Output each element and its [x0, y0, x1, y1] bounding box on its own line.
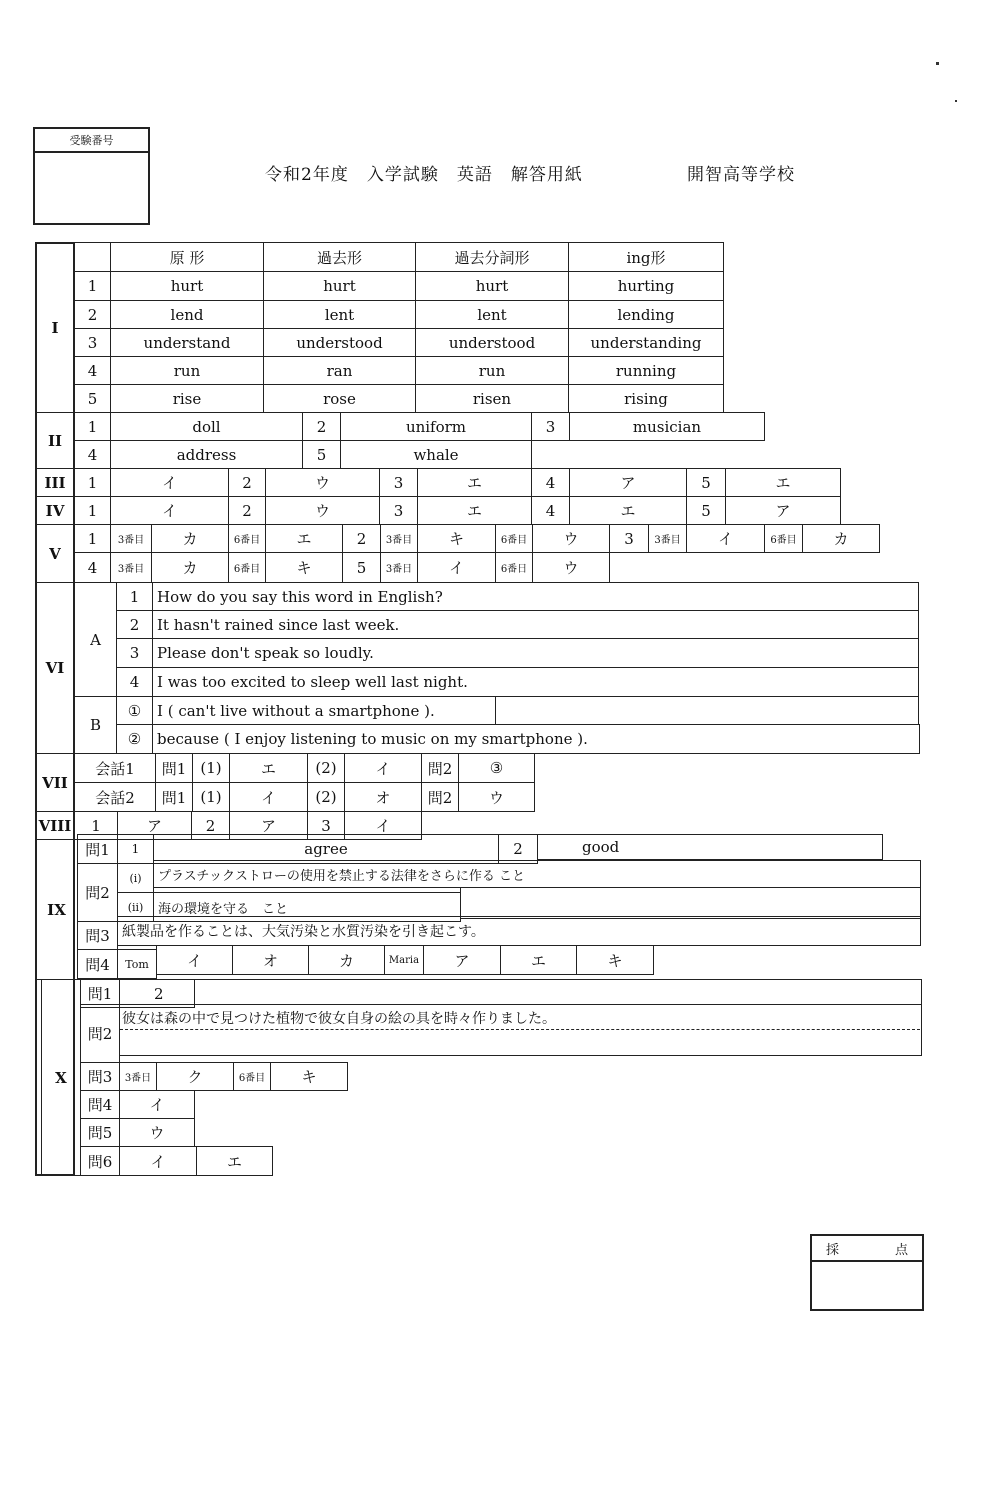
q10-m3-third-label: 3番日 — [119, 1062, 157, 1091]
q1-col-pp: 過去分詞形 — [415, 242, 569, 272]
q9-m3-label: 問3 — [77, 921, 118, 950]
q5-third-answer: イ — [686, 524, 765, 553]
q1-answer: hurt — [263, 271, 416, 301]
q5-sixth-answer: ウ — [532, 552, 610, 583]
q9-m2-ii-label: (ii) — [117, 892, 154, 922]
q1-answer: understanding — [568, 328, 724, 357]
q6-answer: It hasn't rained since last week. — [152, 610, 919, 639]
q8-answer: ア — [117, 811, 192, 840]
q8-no: 1 — [74, 811, 118, 840]
scan-speck — [936, 62, 939, 65]
section-2-label: II — [35, 412, 75, 469]
q4-answer: ア — [725, 496, 841, 525]
q7-part-label: (1) — [192, 782, 230, 812]
q10-m2-label: 問2 — [80, 1004, 120, 1063]
q1-answer: lend — [110, 300, 264, 329]
section-9-label: IX — [35, 839, 78, 980]
q5-third-answer: カ — [151, 524, 229, 553]
q10-m2-answer: 彼女は森の中で見つけた植物で彼女自身の絵の具を時々作りました。 — [122, 1011, 556, 1027]
q1-answer: lending — [568, 300, 724, 329]
q10-m4-answer: イ — [119, 1090, 195, 1119]
q7-part-label: (2) — [307, 753, 345, 783]
section-5-label: V — [35, 524, 75, 583]
q1-col-base: 原 形 — [110, 242, 264, 272]
q4-answer: エ — [417, 496, 532, 525]
q9-m4-tom-label: Tom — [117, 949, 157, 979]
q7-q1-label: 問1 — [155, 782, 193, 812]
q9-m2-label: 問2 — [77, 863, 118, 922]
q3-answer: エ — [417, 468, 532, 497]
q3-no: 3 — [379, 468, 418, 497]
section-7-label: VII — [35, 753, 75, 812]
section-6-label: VI — [35, 582, 75, 754]
q5-no: 1 — [74, 524, 111, 553]
q10-m4-label: 問4 — [80, 1090, 120, 1119]
q7-q2-label: 問2 — [421, 782, 459, 812]
score-label — [810, 1234, 924, 1262]
q5-sixth-label: 6番目 — [228, 524, 266, 553]
scan-speck — [955, 100, 957, 102]
q5-no: 3 — [609, 524, 649, 553]
q6-no: 3 — [116, 638, 153, 668]
q9-m3-answer: 紙製品を作ることは、大気汚染と水質汚染を引き起こす。 — [117, 916, 921, 946]
q1-row-no: 1 — [74, 271, 111, 301]
q4-no: 5 — [686, 496, 726, 525]
q5-sixth-label: 6番目 — [228, 552, 266, 583]
q5-third-answer: キ — [417, 524, 496, 553]
q5-sixth-label: 6番目 — [764, 524, 803, 553]
q7-q1-label: 問1 — [155, 753, 193, 783]
q9-m2-ii-answer: 海の環境を守る こと — [153, 892, 461, 922]
q1-row-no: 3 — [74, 328, 111, 357]
q1-answer: understand — [110, 328, 264, 357]
q7-answer: イ — [229, 782, 308, 812]
q5-no: 2 — [342, 524, 381, 553]
q1-answer: risen — [415, 384, 569, 413]
q10-m6-answer: エ — [196, 1146, 273, 1176]
q6-no: 1 — [116, 582, 153, 611]
q5-no: 5 — [342, 552, 381, 583]
q1-answer: understood — [263, 328, 416, 357]
q1-answer: running — [568, 356, 724, 385]
q10-m3-sixth-label: 6番目 — [233, 1062, 271, 1091]
q1-row-no: 2 — [74, 300, 111, 329]
score-label-a: 採 — [826, 1242, 840, 1258]
q9-m4-maria-label: Maria — [384, 945, 424, 975]
q9-m2-i-label: (i) — [117, 863, 154, 893]
q6-no: 2 — [116, 610, 153, 639]
q2-answer: uniform — [340, 412, 532, 441]
q6-answer: How do you say this word in English? — [152, 582, 919, 611]
q3-answer: エ — [725, 468, 841, 497]
section-10-label: X — [41, 979, 81, 1176]
q9-m4-answer: オ — [232, 945, 309, 975]
q1-answer: rise — [110, 384, 264, 413]
q7-part-label: (1) — [192, 753, 230, 783]
q2-no: 2 — [302, 412, 341, 441]
q5-sixth-answer: キ — [265, 552, 343, 583]
score-label-b: 点 — [894, 1242, 908, 1258]
page-title: 令和2年度 入学試験 英語 解答用紙 — [265, 165, 583, 185]
q10-m6-label: 問6 — [80, 1146, 120, 1176]
q7-answer: ③ — [458, 753, 535, 783]
q8-no: 2 — [191, 811, 230, 840]
q1-answer: hurt — [415, 271, 569, 301]
q1-answer: rising — [568, 384, 724, 413]
q1-answer: understood — [415, 328, 569, 357]
q1-corner — [74, 242, 111, 272]
q8-answer: イ — [344, 811, 422, 840]
q6-part-a-label: A — [74, 582, 117, 697]
q3-answer: ウ — [265, 468, 380, 497]
q7-part-label: (2) — [307, 782, 345, 812]
q5-sixth-label: 6番日 — [495, 552, 533, 583]
q6-answer: Please don't speak so loudly. — [152, 638, 919, 668]
q6-answer-blank — [495, 696, 919, 725]
q7-talk-label: 会話1 — [74, 753, 156, 783]
q10-m1-answer: 2 — [119, 979, 195, 1008]
q3-answer: ア — [569, 468, 687, 497]
q4-answer: エ — [569, 496, 687, 525]
exam-number-label: 受験番号 — [33, 127, 150, 153]
q6-answer: because ( I enjoy listening to music on my smartphone ). — [152, 724, 920, 754]
q3-no: 4 — [531, 468, 570, 497]
q5-sixth-answer: ウ — [532, 524, 610, 553]
q1-answer: run — [110, 356, 264, 385]
q4-no: 4 — [531, 496, 570, 525]
q1-row-no: 4 — [74, 356, 111, 385]
q10-m6-answer: イ — [119, 1146, 197, 1176]
q4-no: 3 — [379, 496, 418, 525]
q5-third-label: 3番目 — [110, 524, 152, 553]
q2-answer: address — [110, 440, 303, 469]
q9-m4-answer: ア — [423, 945, 501, 975]
q10-m1-label: 問1 — [80, 979, 120, 1008]
q10-m3-third-answer: ク — [156, 1062, 234, 1091]
q5-third-answer: カ — [151, 552, 229, 583]
q1-col-ing: ing形 — [568, 242, 724, 272]
q5-third-label: 3番目 — [380, 524, 418, 553]
q9-m4-answer: エ — [500, 945, 577, 975]
q9-m2-i-answer: プラスチックストローの使用を禁止する法律をさらに作る こと — [153, 860, 921, 888]
q2-no: 5 — [302, 440, 341, 469]
section-8-label: VIII — [35, 811, 75, 840]
q9-m2-ii-blank — [460, 887, 921, 919]
q6-answer: I was too excited to sleep well last night. — [152, 667, 919, 697]
q1-answer: lent — [415, 300, 569, 329]
q1-answer: hurt — [110, 271, 264, 301]
q7-answer: オ — [344, 782, 422, 812]
q10-m1-blank — [194, 979, 922, 1005]
q9-m1-label: 問1 — [77, 834, 118, 864]
q2-no: 4 — [74, 440, 111, 469]
school-name: 開智高等学校 — [687, 165, 795, 185]
q2-answer: whale — [340, 440, 532, 469]
q8-answer: ア — [229, 811, 308, 840]
q7-talk-label: 会話2 — [74, 782, 156, 812]
q9-m4-answer: キ — [576, 945, 654, 975]
section-4-label: IV — [35, 496, 75, 525]
q6-no: 4 — [116, 667, 153, 697]
section-3-label: III — [35, 468, 75, 497]
q9-m1-answer: good — [537, 834, 883, 860]
q8-no: 3 — [307, 811, 345, 840]
q10-m3-sixth-answer: キ — [270, 1062, 348, 1091]
q7-answer: ウ — [458, 782, 535, 812]
q3-no: 5 — [686, 468, 726, 497]
q10-m5-label: 問5 — [80, 1118, 120, 1147]
q9-m1-no: 1 — [117, 834, 154, 864]
q2-no: 1 — [74, 412, 111, 441]
q3-no: 1 — [74, 468, 111, 497]
q2-answer: musician — [569, 412, 765, 441]
q2-answer: doll — [110, 412, 303, 441]
q9-m4-answer: イ — [156, 945, 233, 975]
q1-answer: ran — [263, 356, 416, 385]
q1-row-no: 5 — [74, 384, 111, 413]
q1-col-past: 過去形 — [263, 242, 416, 272]
q10-m5-answer: ウ — [119, 1118, 195, 1147]
q9-m1-no: 2 — [498, 834, 538, 864]
q9-m4-label: 問4 — [77, 949, 118, 979]
q5-sixth-label: 6番目 — [495, 524, 533, 553]
q7-q2-label: 問2 — [421, 753, 459, 783]
q1-answer: lent — [263, 300, 416, 329]
q6-no: ② — [116, 724, 153, 754]
q4-no: 2 — [228, 496, 266, 525]
q9-m4-answer: カ — [308, 945, 385, 975]
q1-answer: hurting — [568, 271, 724, 301]
q5-third-label: 3番目 — [648, 524, 687, 553]
q10-m3-label: 問3 — [80, 1062, 120, 1091]
q9-m1-answer: agree — [153, 834, 499, 864]
q4-answer: イ — [110, 496, 229, 525]
q2-no: 3 — [531, 412, 570, 441]
q7-answer: イ — [344, 753, 422, 783]
q3-no: 2 — [228, 468, 266, 497]
q5-third-label: 3番日 — [380, 552, 418, 583]
q6-answer: I ( can't live without a smartphone ). — [152, 696, 496, 725]
q10-m2-divider — [120, 1029, 920, 1030]
q5-sixth-answer: エ — [265, 524, 343, 553]
q1-answer: rose — [263, 384, 416, 413]
q7-answer: エ — [229, 753, 308, 783]
q5-no: 4 — [74, 552, 111, 583]
q6-part-b-label: B — [74, 696, 117, 754]
q3-answer: イ — [110, 468, 229, 497]
q5-third-label: 3番目 — [110, 552, 152, 583]
q5-third-answer: イ — [417, 552, 496, 583]
q6-no: ① — [116, 696, 153, 725]
q4-no: 1 — [74, 496, 111, 525]
section-1-label: I — [35, 242, 75, 413]
q5-sixth-answer: カ — [802, 524, 880, 553]
q1-answer: run — [415, 356, 569, 385]
q4-answer: ウ — [265, 496, 380, 525]
